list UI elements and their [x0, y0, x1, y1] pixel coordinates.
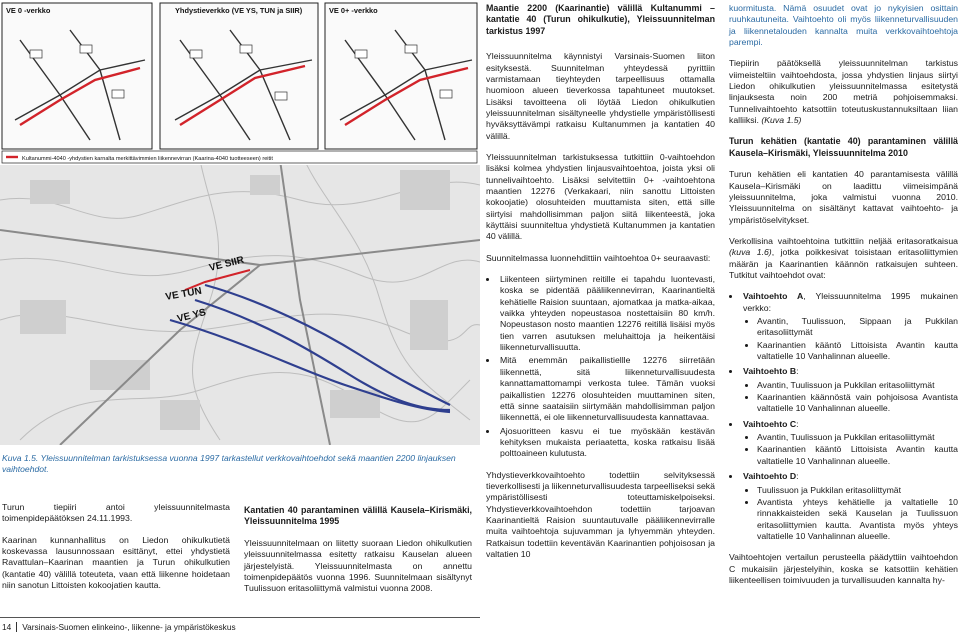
col3-paragraph-4: Yhdystieverkkovaihtoehto todettiin selvityksessä tieverkollisesti ja liikenneturvallisuudesta tarpeelliseksi sekä ympäristöllisesti toteuttamiskelpoiseksi. Yhdystieverkkovaihtoehdon todettiin tarjoavan Kaarinantieltä Raision suuntautuvalle pääliikennevirralle muita vaihtoehtoja sujuvamman ja lyhyemmän yhteyden. Ratkaisun todettiin keventävän Kaarinantien pohjoisosan ja valtatien 10 — [486, 469, 715, 559]
column-1 — [2, 502, 230, 601]
list-item: • Liikenteen siirtyminen reitille ei tapahdu luontevasti, koska se pidentää pääliikennevirran, Kaarinantieltä kehätielle Raision suuntaan, ajomatkaa ja matka-aikaa, vaikka yhteyden nopeustasoa nostettaisiin 80 km/h. Nopeustason nosto maantien 12276 reitillä lisäisi myös tien varren asutuksen meluhaittoja ja heikentäisi liikenneturvallisuutta. — [498, 274, 715, 353]
map-figure — [0, 0, 480, 445]
page-footer — [0, 622, 480, 632]
list-item: • Kaarinantien kääntö Littoisista Avantin kautta valtatielle 10 Vanhalinnan alueelle. — [757, 340, 958, 363]
figure-reference: (Kuva 1.5) — [761, 115, 802, 126]
col4-paragraph-5: Vaihtoehtojen vertailun perusteella päädyttiin vaihtoehdon C mukaisiin järjestelyihin, koska se katsottiin kehätien liikenteellisen toimivuuden ja turvallisuuden kannalta hy- — [729, 552, 958, 585]
inset-caption: Kultanummi-4040 -yhdystien karnalta merkittävimmien liikennevirran (Kaarina-4040 tuotteeseen) reitit — [22, 156, 273, 162]
list-item: • Kaarinantien käännöstä vain pohjoisosa Avantista valtatielle 10 Vanhalinnan alueelle. — [757, 392, 958, 415]
figure-caption: Kuva 1.5. Yleissuunnitelman tarkistuksessa vuonna 1997 tarkastellut verkkovaihtoehdot sekä maantien 2200 linjauksen vaihtoehdot. — [2, 453, 456, 475]
route-label-tun: VE TUN — [164, 285, 203, 303]
col4-paragraph-2-text: Tiepiirin päätöksellä yleissuunnitelman tarkistus viimeisteltiin vaihtoehdosta, jossa yhdystien linjaus siirtyi Liedon ohikulkutien yleissuunnitelmassa esitetystä linjauksesta noin 200 metriä pohjoisemmaksi. Tunnelivaihtoehto katsottiin toteutuskustannuksiltaan liian kalliiksi. — [729, 58, 958, 126]
inset-diagrams — [2, 3, 477, 163]
list-item: • Ajosuoritteen kasvu ei tue myöskään kestävän kehityksen mukaista periaatetta, koska ratkaisu lisää polttoaineen kulutusta. — [498, 426, 715, 460]
col3-bullet-list — [486, 274, 715, 460]
list-item: • Avantista yhteys kehätielle ja valtatielle 10 rinnakkaisteiden sekä Kauselan ja Tuulissuon eritasoliittymien kautta. Avantista myös yhteys valtatielle 10 Vanhalinnan alueelle. — [757, 497, 958, 542]
col3-paragraph-1: Yleissuunnitelma käynnistyi Varsinais-Suomen liiton esityksestä. Suunnitelman yhteydessä pyrittiin varmistamaan tieyhteyden tarpeellisuus ottamalla huomioon alueen tieverkossa tapahtuneet muutokset. Lisäksi tavoitteena oli löytää Liedon ohikulkutien yleissuunnitelman sisältyneelle yhdystielle ympäristöllisesti hyväksyttävämpi ratkaisu Kultanummen ja kantatien 40 välillä. — [486, 51, 715, 141]
col1-paragraph-2: Kaarinan kunnanhallitus on Liedon ohikulkutietä koskevassa lausunnossaan esittänyt, ettei yhdystietä Ravattulan–Kaarinan maantien ja Turun ohikulkutien (kantatie 40) välillä toteuteta, vaan että liikenne hoidetaan niin sanotun Littoisten kokoojatien kautta. — [2, 534, 230, 591]
route-label-siir: VE SIIR — [208, 254, 246, 274]
list-item: • Mitä enemmän paikallistiellle 12276 siirretään liikennettä, sitä liikenneturvallisuudesta kannattamattomampi verkosta tulee. Tämän vuoksi paikallistien 12276 olosuhteiden muuttaminen siten, että sinne saataisiin siirtymään mahdollisimman paljon liikennettä, ei ole liikenneturvallisuudesta kannattavaa. — [498, 355, 715, 423]
col3-paragraph-3: Suunnitelmassa luonnehdittiin vaihtoehtoa 0+ seuraavasti: — [486, 252, 711, 263]
col3-heading: Maantie 2200 (Kaarinantie) välillä Kultanummi – kantatie 40 (Turun ohikulkutie), Yleissuunnitelman tarkistus 1997 — [486, 3, 715, 36]
list-item: • Avantin, Tuulissuon, Sippaan ja Pukkilan eritasoliittymät — [757, 316, 958, 339]
column-2 — [244, 505, 472, 605]
list-item: • Avantin, Tuulissuon ja Pukkilan eritasoliittymät — [757, 432, 958, 443]
footer-text: Varsinais-Suomen elinkeino-, liikenne- ja ympäristökeskus — [22, 622, 236, 632]
col3-paragraph-2: Yleissuunnitelman tarkistuksessa tutkittiin 0-vaihtoehdon lisäksi kolmea yhdystien linjausvaihtoehtoa, joista yksi oli tunnelivaihtoehto. Lisäksi selvitettiin 0+ -vaihtoehtona maantien 12276 (Verkakaari, niin sanottu Littoisten kokoojatie) olosuhteiden muuttamista siten, että sille siirtyisi mahdollisimman paljon siitä liikenteestä, joka käyttäisi suunniteltua yhdystietä Kultanummen ja kantatien 40 välillä. — [486, 151, 715, 242]
map-figure-svg — [0, 0, 480, 445]
option-item-c — [741, 419, 958, 467]
col4-paragraph-4-text-a: Verkollisina vaihtoehtoina tutkittiin neljää eritasoratkaisua — [729, 235, 958, 246]
option-item-a — [741, 291, 958, 362]
col4-paragraph-4 — [729, 236, 958, 281]
column-4 — [729, 3, 958, 596]
figure-reference: (kuva 1.6) — [729, 247, 772, 258]
option-lead: , Yleissuunnitelma 1995 mukainen verkko: — [743, 291, 958, 313]
column-3 — [486, 3, 715, 570]
inset-label-ve0: VE 0 -verkko — [6, 6, 51, 15]
list-item: • Tuulissuon ja Pukkilan eritasoliittymät — [757, 485, 958, 496]
option-lead: : — [796, 418, 799, 429]
list-item: • Avantin, Tuulissuon ja Pukkilan eritasoliittymät — [757, 380, 958, 391]
option-lead: : — [796, 471, 799, 482]
options-list — [729, 291, 958, 542]
route-label-ys: VE YS — [176, 307, 208, 325]
col4-paragraph-2 — [729, 58, 958, 126]
option-item-b — [741, 366, 958, 414]
col4-paragraph-1: kuormitusta. Nämä osuudet ovat jo nykyisien osittain ruuhkautuneita. Vaihtoehto oli myös liikenneturvallisuuden ja liikennetalouden kannalta muita verkkovaihtoehtoja parempi. — [729, 3, 958, 48]
col2-heading: Kantatien 40 parantaminen välillä Kausela–Kirismäki, Yleissuunnitelma 1995 — [244, 505, 472, 527]
option-lead: : — [796, 366, 799, 377]
col2-paragraph-1: Yleissuunnitelmaan on liitetty suoraan Liedon ohikulkutien yleissuunnitelmassa esitetty ratkaisu Kauselan alueen järjestelyistä. Yleissuunnitelmasta on annettu toimenpidepäätös vuonna 1996. Suunnitelmaan sisältynyt Tuulissuon eritasoliittymä valmistui vuonna 2008. — [244, 537, 472, 594]
option-name: Vaihtoehto B — [743, 366, 797, 377]
option-name: Vaihtoehto C — [743, 418, 797, 429]
col4-heading: Turun kehätien (kantatie 40) parantaminen välillä Kausela–Kirismäki, Yleissuunnitelma 2010 — [729, 136, 958, 158]
option-item-d — [741, 471, 958, 542]
col1-paragraph-1: Turun tiepiiri antoi yleissuunnitelmasta toimenpidepäätöksen 24.11.1993. — [2, 502, 230, 524]
option-name: Vaihtoehto D — [743, 471, 797, 482]
col4-paragraph-3: Turun kehätien eli kantatien 40 parantamisesta välillä Kausela–Kirismäki on laadittu viimeisimpänä yleissuunnitelma, joka valmistui vuonna 2010. Yleissuunnitelma on sisältänyt kattavat vaihtoehto- ja ympäristöselvitykset. — [729, 169, 958, 225]
inset-label-ve0plus: VE 0+ -verkko — [329, 6, 378, 15]
page-number: 14 — [0, 622, 17, 632]
footer-rule — [0, 617, 480, 618]
list-item: • Kaarinantien kääntö Littoisista Avantin kautta valtatielle 10 Vanhalinnan alueelle. — [757, 444, 958, 467]
option-name: Vaihtoehto A — [743, 291, 804, 302]
inset-label-ys: Yhdystieverkko (VE YS, TUN ja SIIR) — [175, 6, 303, 15]
col4-paragraph-4-text-c: , jotka poikkesivat toisistaan eritasoliittymien määrän ja Kaarinantien käännön ratkaisujen suhteen. Tutkitut vaihtoehdot ovat: — [729, 247, 958, 280]
